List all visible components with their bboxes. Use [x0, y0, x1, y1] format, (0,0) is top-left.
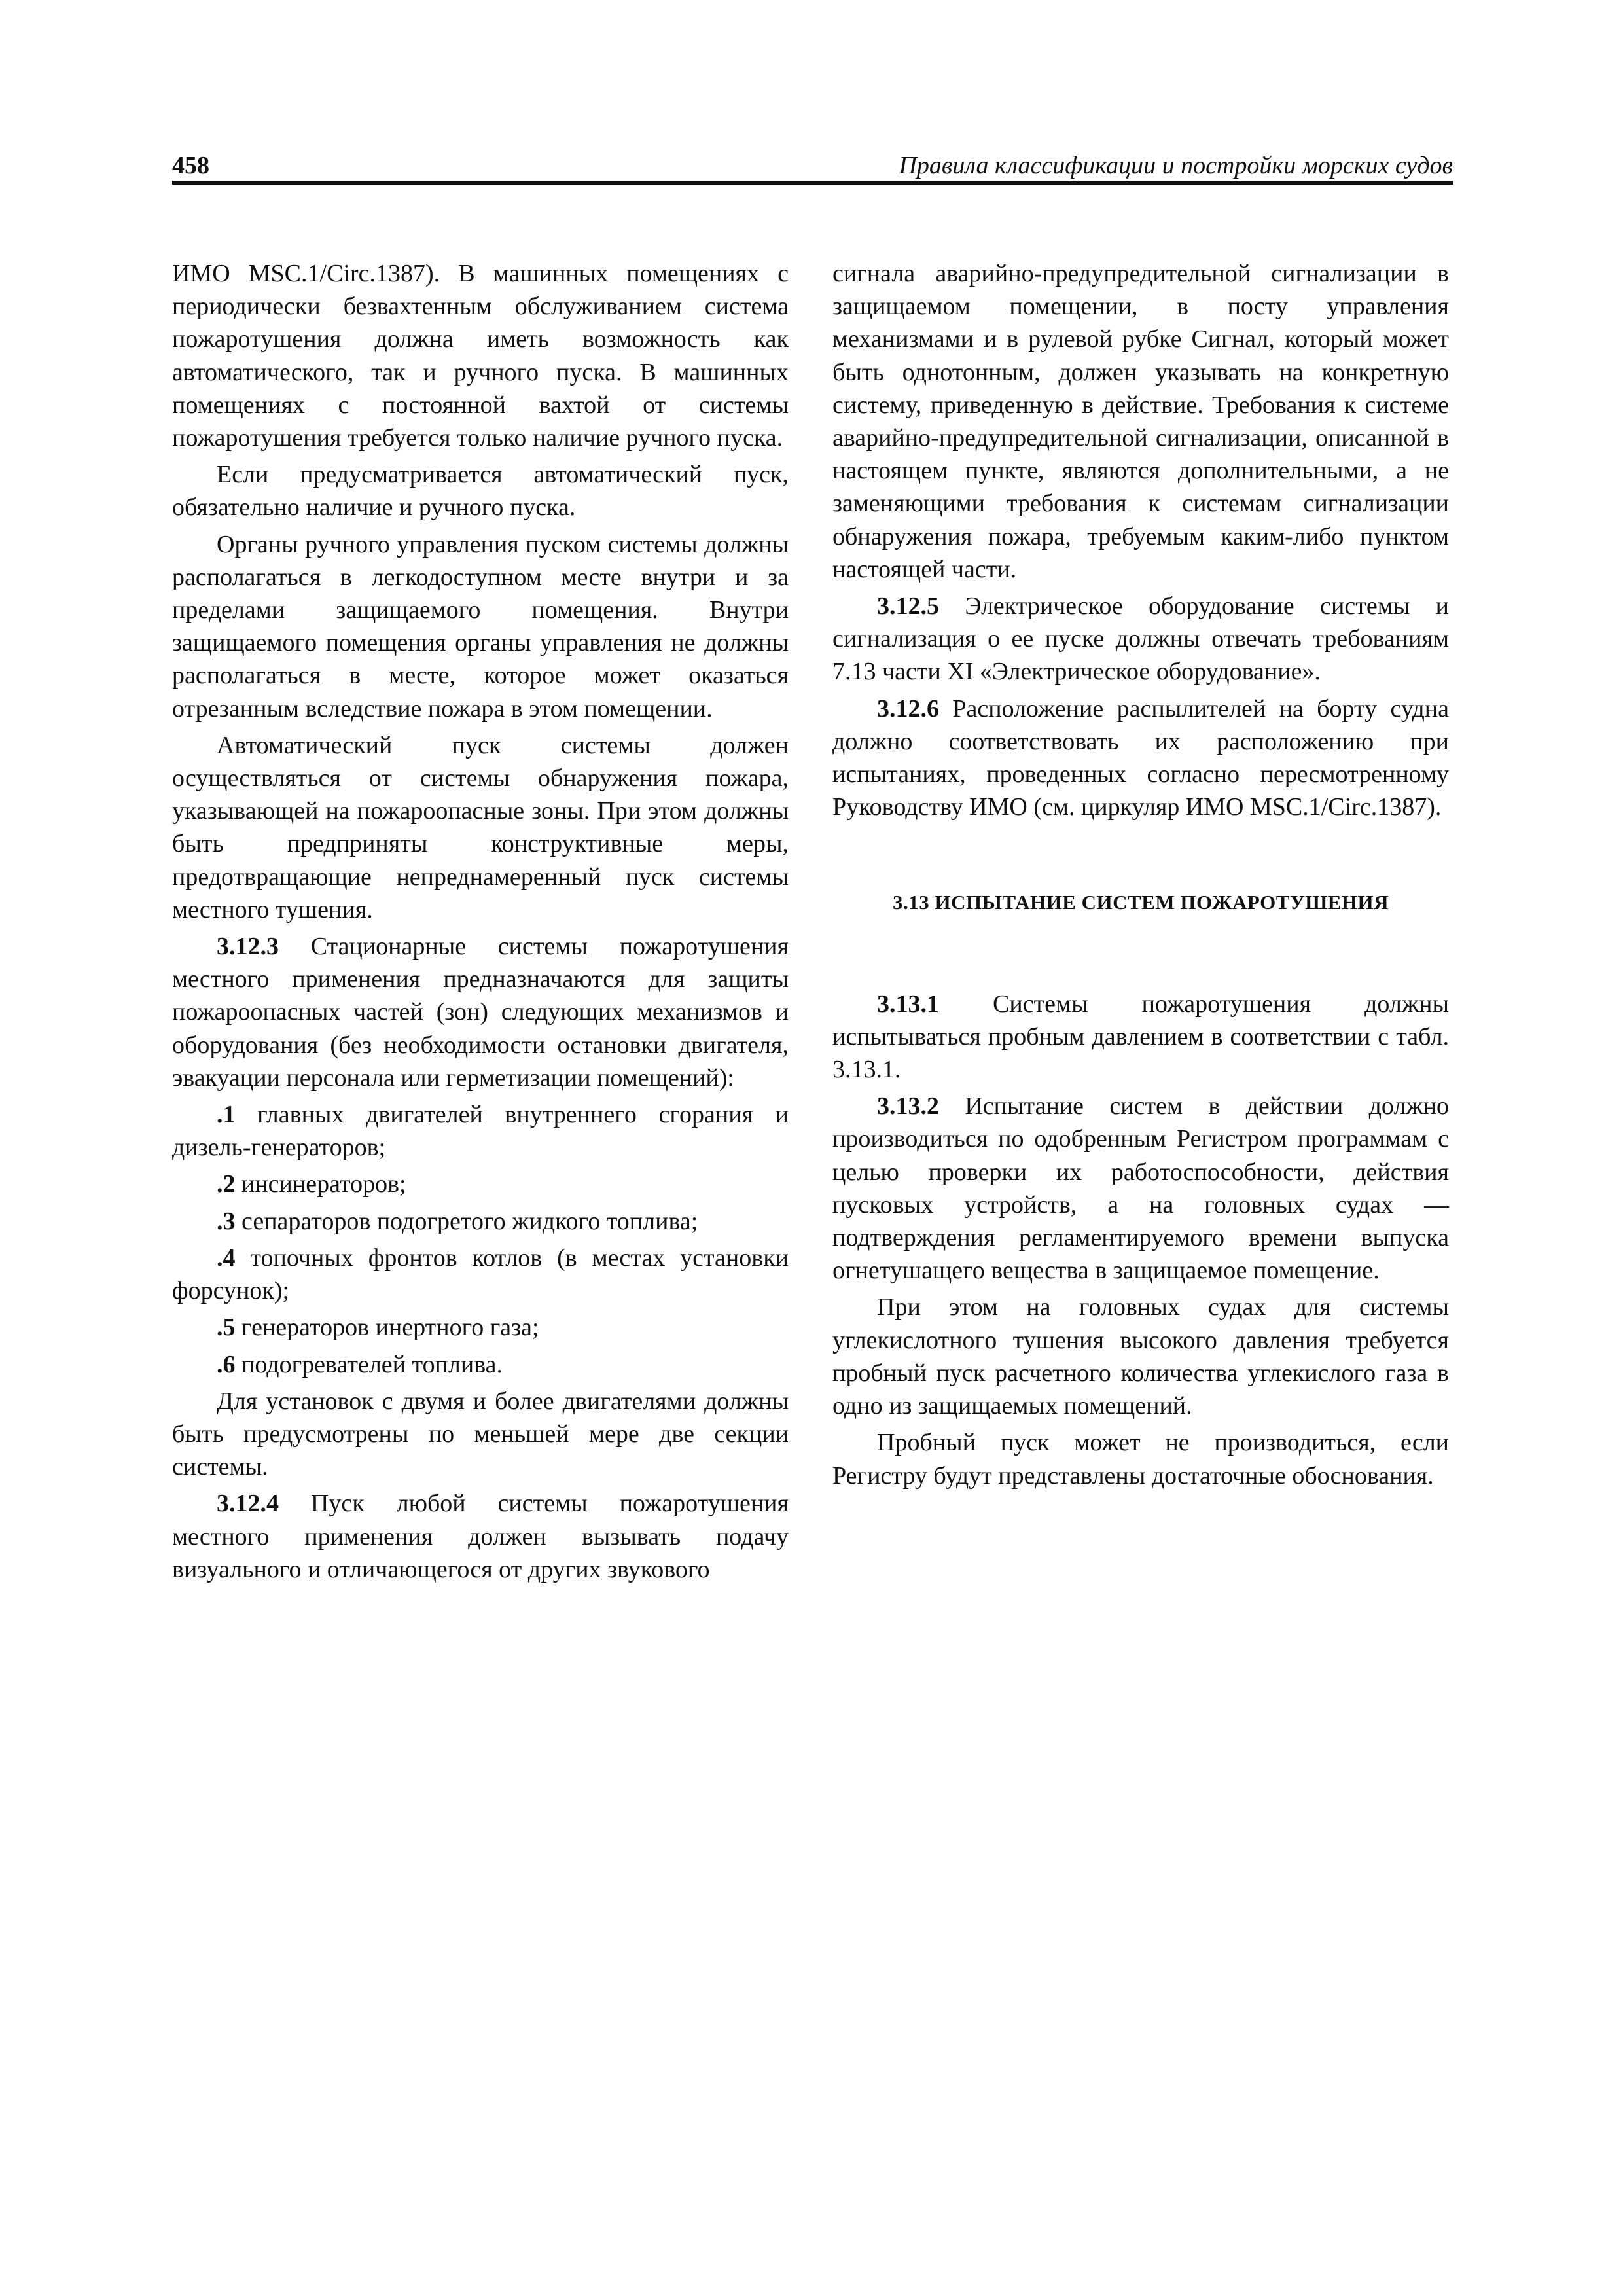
list-item-text: главных двигателей внутреннего сгорания и дизель-генераторов; — [172, 1101, 789, 1162]
paragraph: Пробный пуск может не производиться, если Регистру будут представлены достаточные обоснования. — [832, 1429, 1449, 1490]
left-column — [172, 257, 789, 1590]
clause-3-12-5 — [832, 590, 1449, 689]
list-item — [172, 1098, 789, 1164]
list-item-text: генераторов инертного газа; — [235, 1314, 539, 1342]
clause-number: 3.13.2 — [877, 1092, 939, 1121]
clause-3-12-3 — [172, 930, 789, 1094]
clause-number: 3.12.5 — [877, 592, 939, 620]
list-item — [172, 1348, 789, 1381]
list-item-number: .5 — [217, 1314, 236, 1342]
page-number: 458 — [172, 152, 209, 179]
running-title: Правила классификации и постройки морских судов — [899, 152, 1453, 179]
right-column — [832, 257, 1449, 1496]
clause-text: Расположение распылителей на борту судна должно соответствовать их расположению при испытаниях, проведенных согласно пересмотренному Руководству ИМО (см. циркуляр ИМО MSC.1/Circ.1387). — [832, 694, 1449, 821]
clause-text: Пуск любой системы пожаротушения местного применения должен вызывать подачу визуального и отличающегося от других звукового — [172, 1490, 789, 1583]
list-item-text: подогревателей топлива. — [235, 1350, 503, 1378]
clause-text: Испытание систем в действии должно производиться по одобренным Регистром программам с целью проверки их работоспособности, действия пусковых устройств, а на головных судах — подтверждения регламентируемого времени выпуска огнетушащего вещества в защищаемое помещение. — [832, 1092, 1449, 1285]
list-item-text: инсинераторов; — [235, 1170, 406, 1198]
clause-number: 3.13.1 — [877, 990, 939, 1018]
list-item-text: сепараторов подогретого жидкого топлива; — [235, 1207, 698, 1235]
paragraph: сигнала аварийно-предупредительной сигнализации в защищаемом помещении, в посту управления механизмами и в рулевой рубке Сигнал, который может быть однотонным, должен указывать на конкретную систему, приведенную в действие. Требования к системе аварийно-предупредительной сигнализации, описанной в настоящем пункте, являются дополнительными, а не заменяющими требования к системам сигнализации обнаружения пожара, требуемым каким-либо пунктом настоящей части. — [832, 260, 1449, 583]
clause-3-13-1 — [832, 988, 1449, 1086]
clause-3-12-4 — [172, 1487, 789, 1586]
clause-number: 3.12.4 — [217, 1490, 279, 1518]
list-item — [172, 1205, 789, 1238]
clause-number: 3.12.3 — [217, 933, 279, 961]
list-item-number: .6 — [217, 1350, 236, 1378]
paragraph: Для установок с двумя и более двигателями должны быть предусмотрены по меньшей мере две секции системы. — [172, 1387, 789, 1481]
paragraph: Органы ручного управления пуском системы должны располагаться в легкодоступном месте внутри и за пределами защищаемого помещения. Внутри защищаемого помещения органы управления не должны располагаться в месте, которое может оказаться отрезанным вследствие пожара в этом помещении. — [172, 530, 789, 723]
page-header — [172, 140, 1453, 185]
list-item-text: топочных фронтов котлов (в местах установки форсунок); — [172, 1244, 789, 1305]
clause-text: Стационарные системы пожаротушения местного применения предназначаются для защиты пожароопасных частей (зон) следующих механизмов и оборудования (без необходимости остановки двигателя, эвакуации персонала или герметизации помещений): — [172, 933, 789, 1092]
paragraph: Если предусматривается автоматический пуск, обязательно наличие и ручного пуска. — [172, 461, 789, 522]
clause-3-13-2 — [832, 1090, 1449, 1287]
list-item-number: .2 — [217, 1170, 236, 1198]
clause-number: 3.12.6 — [877, 694, 939, 723]
clause-3-12-6 — [832, 692, 1449, 824]
list-item-number: .3 — [217, 1207, 236, 1235]
paragraph: ИМО MSC.1/Circ.1387). В машинных помещениях с периодически безвахтенным обслуживанием система пожаротушения должна иметь возможность как автоматического, так и ручного пуска. В машинных помещениях с постоянной вахтой от системы пожаротушения требуется только наличие ручного пуска. — [172, 260, 789, 452]
list-item — [172, 1168, 789, 1200]
list-item — [172, 1242, 789, 1307]
paragraph: Автоматический пуск системы должен осуществляться от системы обнаружения пожара, указывающей на пожароопасные зоны. При этом должны быть предприняты конструктивные меры, предотвращающие непреднамеренный пуск системы местного тушения. — [172, 731, 789, 924]
paragraph: При этом на головных судах для системы углекислотного тушения высокого давления требуется пробный пуск расчетного количества углекислого газа в одно из защищаемых помещений. — [832, 1293, 1449, 1420]
section-heading: 3.13 ИСПЫТАНИЕ СИСТЕМ ПОЖАРОТУШЕНИЯ — [892, 891, 1389, 914]
list-item-number: .4 — [217, 1244, 236, 1272]
list-item — [172, 1311, 789, 1344]
list-item-number: .1 — [217, 1101, 236, 1129]
clause-text: Электрическое оборудование системы и сигнализация о ее пуске должны отвечать требованиям 7.13 части XI «Электрическое оборудование». — [832, 592, 1449, 686]
clause-text: Системы пожаротушения должны испытываться пробным давлением в соответствии с табл. 3.13.1. — [832, 990, 1449, 1084]
